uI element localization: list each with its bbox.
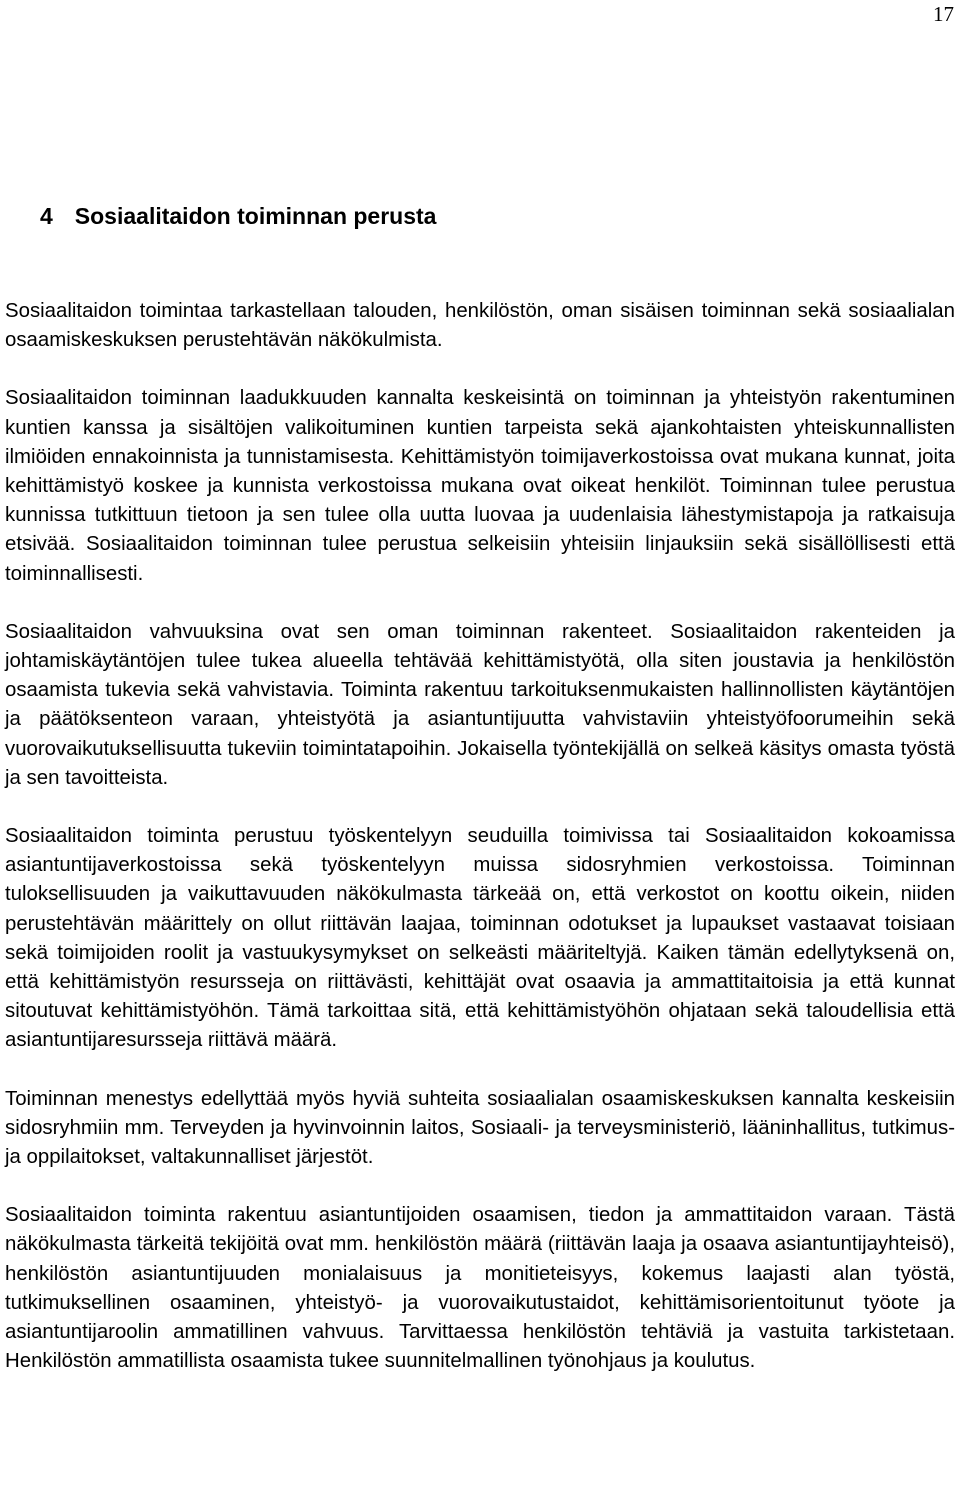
paragraph: Toiminnan menestys edellyttää myös hyviä suhteita sosiaalialan osaamiskeskuksen kannalta keskeisiin sidosryhmiin mm. Terveyden ja hyvinvoinnin laitos, Sosiaali- ja terveysministeriö, lääninhallitus, tutkimus- ja oppilaitokset, valtakunnalliset järjestöt. bbox=[5, 1087, 955, 1169]
paragraph: Sosiaalitaidon toiminta perustuu työskentelyyn seuduilla toimivissa tai Sosiaalitaidon kokoamissa asiantuntijaverkostoissa sekä työskentelyyn muissa sidosryhmien verkostoissa. Toiminnan tuloksellisuuden ja vaikuttavuuden näkökulmasta tärkeää on, että verkostot on koottu oikein, niiden perustehtävän määrittely on ollut riittävän laajaa, toiminnan odotukset ja lupaukset vastaavat toisiaan sekä toimijoiden roolit ja vastuukysymykset on selkeästi määriteltyjä. Kaiken tämän edellytyksenä on, että kehittämistyön resursseja on riittävästi, kehittäjät ovat osaavia ja ammattitaitoisia ja että kunnat sitoutuvat kehittämistyöhön. Tämä tarkoittaa sitä, että kehittämistyöhön ohjataan sekä taloudellisia että asiantuntijaresursseja riittävä määrä. bbox=[5, 825, 955, 1052]
section-title: Sosiaalitaidon toiminnan perusta bbox=[74, 203, 437, 229]
paragraph: Sosiaalitaidon vahvuuksina ovat sen oman toiminnan rakenteet. Sosiaalitaidon rakenteiden ja johtamiskäytäntöjen tulee tukea alueella tehtävää kehittämistyötä, olla siten joustavia ja henkilöstön osaamista tukevia sekä vahvistavia. Toiminta rakentuu tarkoituksenmukaisten hallinnollisten käytäntöjen ja päätöksenteon varaan, yhteistyötä ja asiantuntijuutta vahvistaviin yhteistyöfoorumeihin sekä vuorovaikutuksellisuutta tukeviin toimintatapoihin. Jokaisella työntekijällä on selkeä käsitys omasta työstä ja sen tavoitteista. bbox=[5, 620, 955, 789]
section-heading bbox=[40, 203, 436, 230]
section-number: 4 bbox=[40, 203, 53, 229]
body-text bbox=[5, 297, 955, 1406]
paragraph: Sosiaalitaidon toiminnan laadukkuuden kannalta keskeisintä on toiminnan ja yhteistyön rakentuminen kuntien kanssa ja sisältöjen valikoituminen kuntien tarpeista sekä ajankohtaisten yhteiskunnallisten ilmiöiden ennakoinnista ja tunnistamisesta. Kehittämistyön toimijaverkostoissa ovat mukana kunnat, joita kehittämistyö koskee ja kunnista verkostoissa mukana ovat oikeat henkilöt. Toiminnan tulee perustua kunnissa tutkittuun tietoon ja sen tulee olla uutta luovaa ja uudenlaisia lähestymistapoja ja ratkaisuja etsivää. Sosiaalitaidon toiminnan tulee perustua selkeisiin yhteisiin linjauksiin sekä sisällöllisesti että toiminnallisesti. bbox=[5, 387, 955, 585]
paragraph: Sosiaalitaidon toiminta rakentuu asiantuntijoiden osaamisen, tiedon ja ammattitaidon varaan. Tästä näkökulmasta tärkeitä tekijöitä ovat mm. henkilöstön määrä (riittävän laaja ja osaava asiantuntijayhteisö), henkilöstön asiantuntijuuden monialaisuus ja monitieteisyys, kokemus laajasti alan työstä, tutkimuksellinen osaaminen, yhteistyö- ja vuorovaikutustaidot, kehittämisorientoitunut työote ja asiantuntijaroolin ammatillinen vahvuus. Tarvittaessa henkilöstön tehtäviä ja vastuita tarkistetaan. Henkilöstön ammatillista osaamista tukee suunnitelmallinen työnohjaus ja koulutus. bbox=[5, 1204, 955, 1373]
page-number: 17 bbox=[933, 2, 954, 26]
paragraph: Sosiaalitaidon toimintaa tarkastellaan talouden, henkilöstön, oman sisäisen toiminnan sekä sosiaalialan osaamiskeskuksen perustehtävän näkökulmista. bbox=[5, 300, 955, 352]
